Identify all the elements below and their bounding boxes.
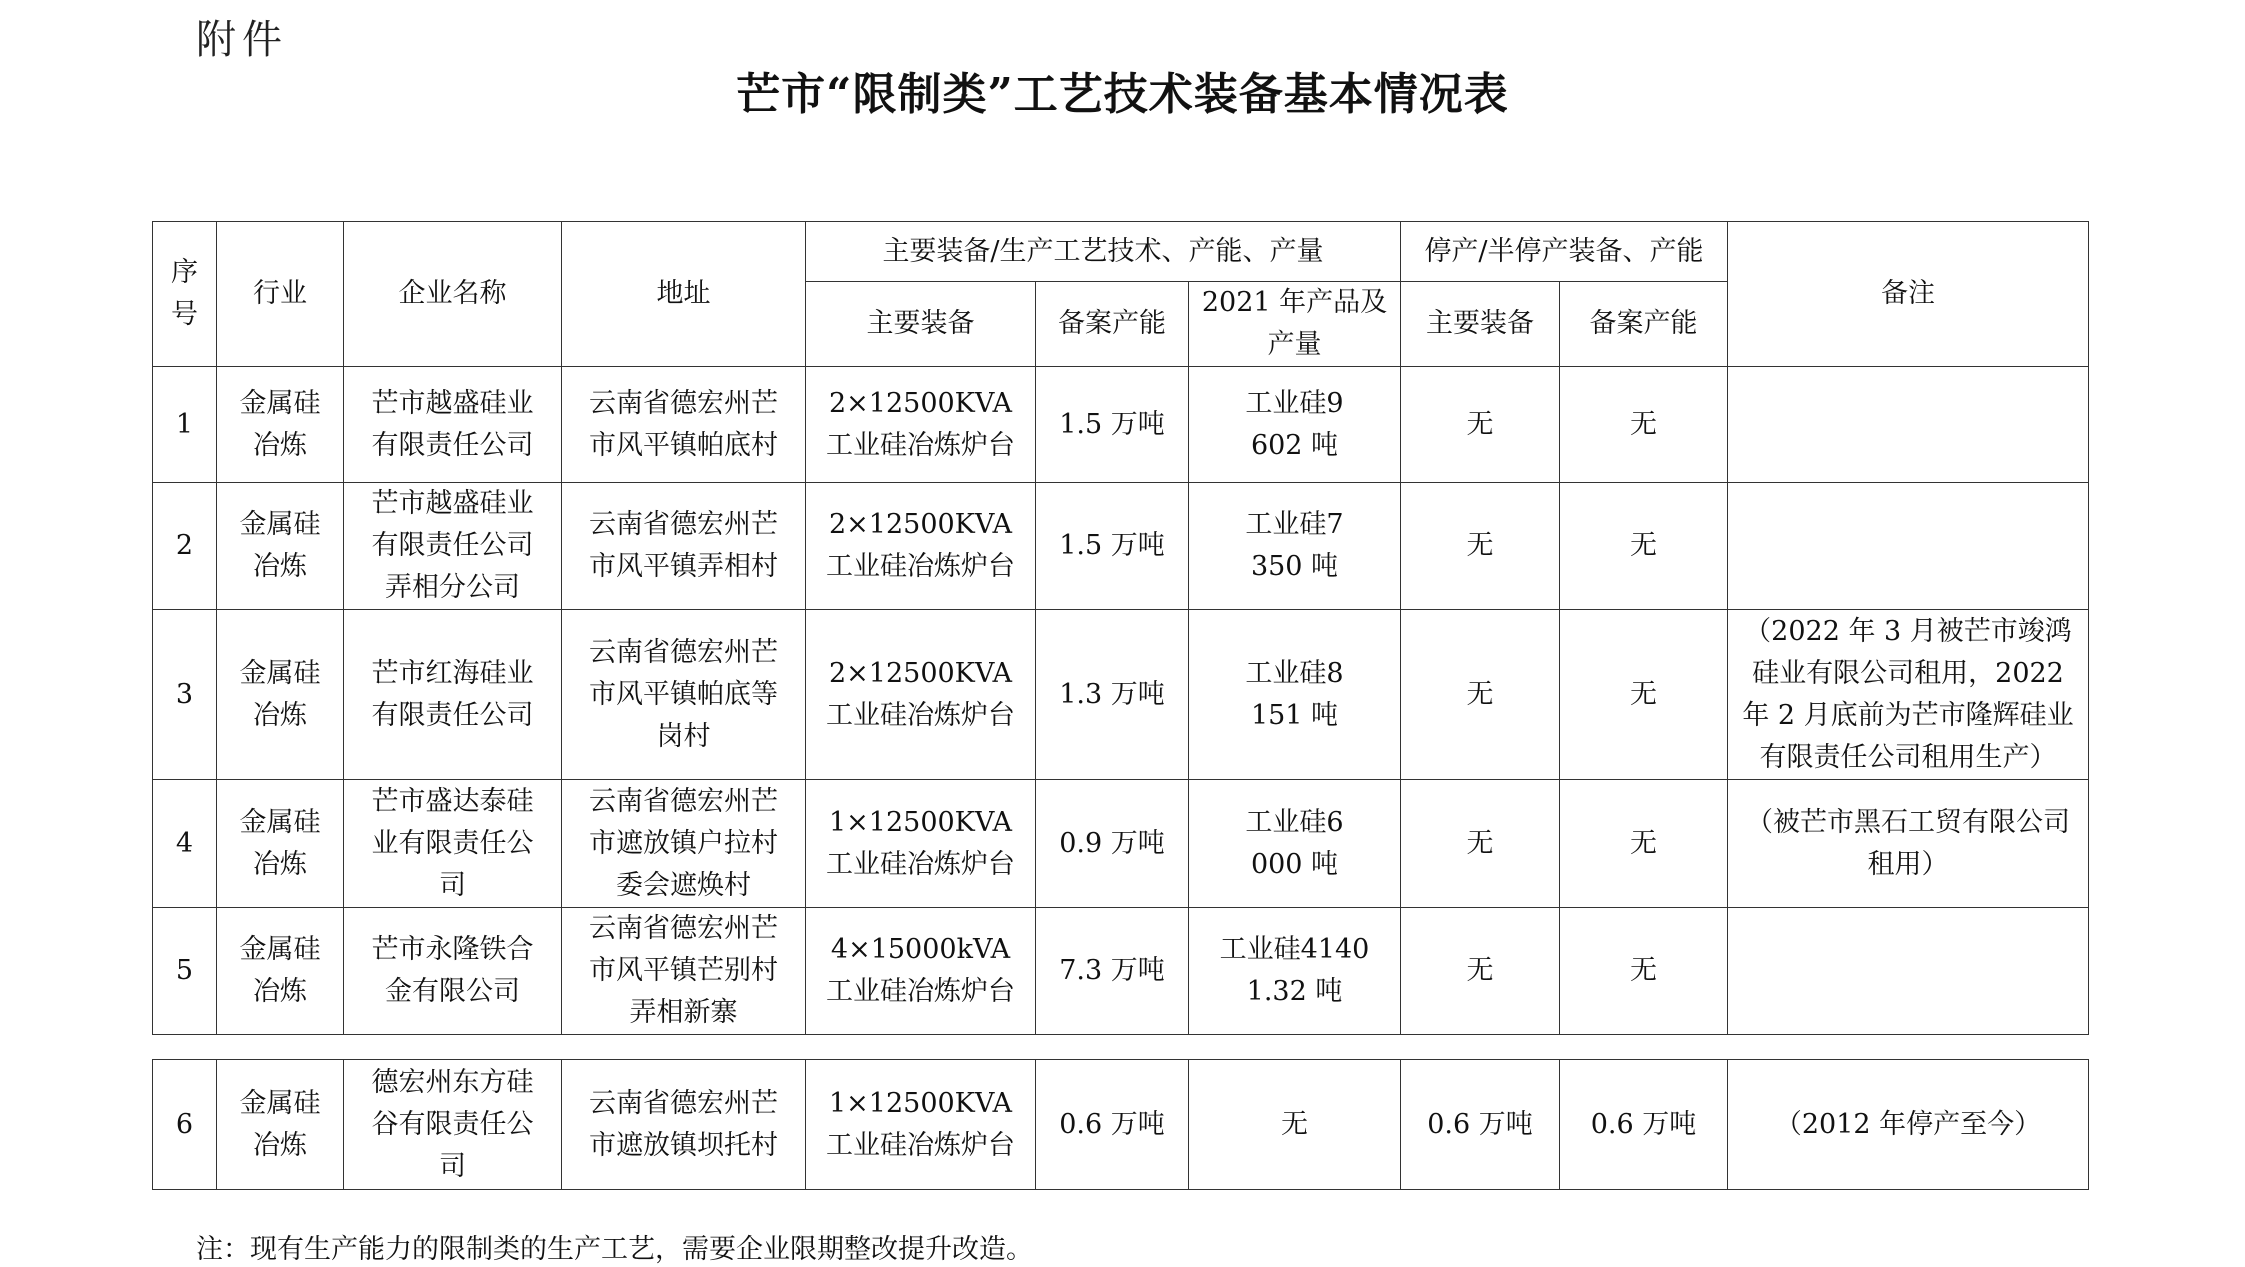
- cell-industry: 金属硅冶炼: [217, 610, 344, 780]
- header-stop-equipment: 主要装备: [1401, 282, 1560, 367]
- cell-stop-capacity: 无: [1560, 610, 1728, 780]
- header-group-stop: 停产/半停产装备、产能: [1401, 222, 1728, 282]
- table-row: [153, 1060, 2089, 1190]
- attachment-label: 附件: [196, 17, 288, 63]
- cell-address: 云南省德宏州芒市风平镇芒别村弄相新寨: [562, 908, 806, 1035]
- cell-stop-capacity: 无: [1560, 780, 1728, 908]
- cell-seq: 5: [153, 908, 217, 1035]
- cell-remark: [1728, 483, 2089, 610]
- cell-capacity: 0.6 万吨: [1036, 1060, 1189, 1190]
- cell-capacity: 7.3 万吨: [1036, 908, 1189, 1035]
- cell-product: 工业硅9602 吨: [1189, 367, 1401, 483]
- cell-seq: 6: [153, 1060, 217, 1190]
- cell-equipment: 4×15000kVA工业硅冶炼炉台: [806, 908, 1036, 1035]
- header-stop-capacity: 备案产能: [1560, 282, 1728, 367]
- equipment-table: [152, 221, 2089, 1035]
- cell-capacity: 1.5 万吨: [1036, 483, 1189, 610]
- cell-remark: （被芒市黑石工贸有限公司租用）: [1728, 780, 2089, 908]
- equipment-table-extra: [152, 1059, 2089, 1190]
- cell-remark: [1728, 908, 2089, 1035]
- cell-remark: （2012 年停产至今）: [1728, 1060, 2089, 1190]
- cell-industry: 金属硅冶炼: [217, 367, 344, 483]
- cell-address: 云南省德宏州芒市风平镇帕底村: [562, 367, 806, 483]
- header-industry: 行业: [217, 222, 344, 367]
- cell-stop-capacity: 无: [1560, 908, 1728, 1035]
- cell-stop-equipment: 无: [1401, 610, 1560, 780]
- cell-product: 工业硅6000 吨: [1189, 780, 1401, 908]
- cell-equipment: 2×12500KVA工业硅冶炼炉台: [806, 610, 1036, 780]
- table-row: [153, 610, 2089, 780]
- cell-stop-equipment: 无: [1401, 780, 1560, 908]
- cell-address: 云南省德宏州芒市遮放镇坝托村: [562, 1060, 806, 1190]
- cell-stop-equipment: 无: [1401, 367, 1560, 483]
- cell-company: 德宏州东方硅谷有限责任公司: [344, 1060, 562, 1190]
- cell-company: 芒市红海硅业有限责任公司: [344, 610, 562, 780]
- header-product-2021: 2021 年产品及产量: [1189, 282, 1401, 367]
- cell-product: 工业硅7350 吨: [1189, 483, 1401, 610]
- cell-seq: 1: [153, 367, 217, 483]
- cell-stop-capacity: 无: [1560, 483, 1728, 610]
- header-address: 地址: [562, 222, 806, 367]
- cell-seq: 3: [153, 610, 217, 780]
- cell-product: 工业硅8151 吨: [1189, 610, 1401, 780]
- header-main-equipment: 主要装备: [806, 282, 1036, 367]
- cell-address: 云南省德宏州芒市风平镇弄相村: [562, 483, 806, 610]
- header-remark: 备注: [1728, 222, 2089, 367]
- table-row: [153, 483, 2089, 610]
- cell-address: 云南省德宏州芒市遮放镇户拉村委会遮焕村: [562, 780, 806, 908]
- cell-company: 芒市永隆铁合金有限公司: [344, 908, 562, 1035]
- cell-stop-capacity: 0.6 万吨: [1560, 1060, 1728, 1190]
- document-title: 芒市“限制类”工艺技术装备基本情况表: [736, 69, 1509, 120]
- header-filed-capacity: 备案产能: [1036, 282, 1189, 367]
- header-seq: 序号: [153, 222, 217, 367]
- header-company: 企业名称: [344, 222, 562, 367]
- cell-industry: 金属硅冶炼: [217, 908, 344, 1035]
- cell-remark: （2022 年 3 月被芒市竣鸿硅业有限公司租用，2022 年 2 月底前为芒市隆辉硅业有限责任公司租用生产）: [1728, 610, 2089, 780]
- cell-industry: 金属硅冶炼: [217, 1060, 344, 1190]
- header-group-main: 主要装备/生产工艺技术、产能、产量: [806, 222, 1401, 282]
- cell-stop-capacity: 无: [1560, 367, 1728, 483]
- cell-company: 芒市越盛硅业有限责任公司弄相分公司: [344, 483, 562, 610]
- cell-product: 无: [1189, 1060, 1401, 1190]
- cell-equipment: 1×12500KVA工业硅冶炼炉台: [806, 780, 1036, 908]
- cell-equipment: 2×12500KVA工业硅冶炼炉台: [806, 367, 1036, 483]
- cell-capacity: 1.5 万吨: [1036, 367, 1189, 483]
- cell-industry: 金属硅冶炼: [217, 483, 344, 610]
- cell-seq: 4: [153, 780, 217, 908]
- cell-equipment: 2×12500KVA工业硅冶炼炉台: [806, 483, 1036, 610]
- cell-capacity: 0.9 万吨: [1036, 780, 1189, 908]
- footnote: 注：现有生产能力的限制类的生产工艺，需要企业限期整改提升改造。: [196, 1234, 1033, 1265]
- cell-stop-equipment: 0.6 万吨: [1401, 1060, 1560, 1190]
- table-row: [153, 780, 2089, 908]
- cell-product: 工业硅41401.32 吨: [1189, 908, 1401, 1035]
- table-row: [153, 367, 2089, 483]
- cell-seq: 2: [153, 483, 217, 610]
- cell-industry: 金属硅冶炼: [217, 780, 344, 908]
- cell-capacity: 1.3 万吨: [1036, 610, 1189, 780]
- cell-company: 芒市盛达泰硅业有限责任公司: [344, 780, 562, 908]
- cell-remark: [1728, 367, 2089, 483]
- cell-equipment: 1×12500KVA工业硅冶炼炉台: [806, 1060, 1036, 1190]
- cell-company: 芒市越盛硅业有限责任公司: [344, 367, 562, 483]
- cell-address: 云南省德宏州芒市风平镇帕底等岗村: [562, 610, 806, 780]
- cell-stop-equipment: 无: [1401, 908, 1560, 1035]
- table-row: [153, 908, 2089, 1035]
- cell-stop-equipment: 无: [1401, 483, 1560, 610]
